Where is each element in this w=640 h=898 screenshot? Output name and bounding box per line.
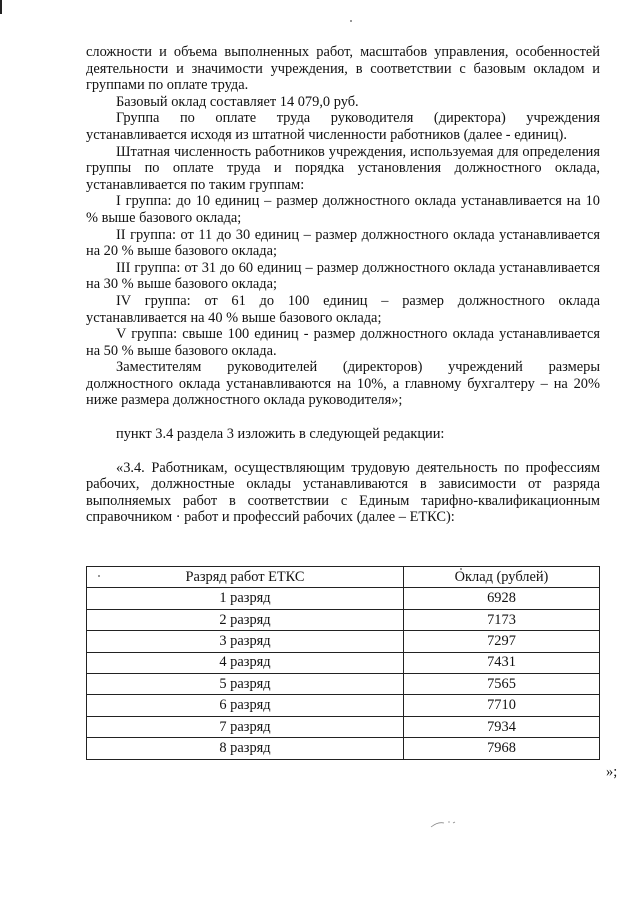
table-row bbox=[87, 631, 600, 652]
scan-edge-mark bbox=[0, 0, 2, 14]
grade-cell: 6 разряд bbox=[87, 695, 404, 716]
paragraph-clause-3-4-intro: пункт 3.4 раздела 3 изложить в следующей редакции: bbox=[116, 426, 445, 443]
salary-cell: 7565 bbox=[404, 673, 600, 694]
table-header-row bbox=[87, 567, 600, 588]
grade-cell: 2 разряд bbox=[87, 609, 404, 630]
table-header-salary: Оклад (рублей) bbox=[404, 567, 600, 588]
paragraph-deputies: Заместителям руководителей (директоров) учреждений размеры должностного оклада устанавливаются на 10%, а главному бухгалтеру – на 20% ниже размера должностного оклада руководителя»; bbox=[86, 359, 600, 409]
paragraph-group-1: I группа: до 10 единиц – размер должностного оклада устанавливается на 10 % выше базового оклада; bbox=[86, 193, 600, 226]
salary-cell: 6928 bbox=[404, 588, 600, 609]
table-row bbox=[87, 609, 600, 630]
paragraph-clause-3-4: «3.4. Работникам, осуществляющим трудовую деятельность по профессиям рабочих, должностные оклады устанавливаются в зависимости от разряда выполняемых работ в соответствии с Единым тарифно-квалификационным справочником · работ и профессий рабочих (далее – ЕТКС): bbox=[86, 459, 600, 526]
pen-stroke-mark bbox=[430, 820, 460, 828]
salary-cell: 7297 bbox=[404, 631, 600, 652]
grade-cell: 4 разряд bbox=[87, 652, 404, 673]
paragraph-base-salary: Базовый оклад составляет 14 079,0 руб. bbox=[116, 93, 359, 110]
grade-cell: 5 разряд bbox=[87, 673, 404, 694]
salary-cell: 7968 bbox=[404, 738, 600, 759]
closing-quote: »; bbox=[606, 764, 618, 780]
paragraph-group-2: II группа: от 11 до 30 единиц – размер должностного оклада устанавливается на 20 % выше базового оклада; bbox=[86, 226, 600, 260]
paragraph-1: сложности и объема выполненных работ, масштабов управления, особенностей деятельности и значимости учреждения, в соответствии с базовым окладом и группами по оплате труда. bbox=[86, 44, 600, 94]
table-row bbox=[87, 695, 600, 716]
grade-cell: 7 разряд bbox=[87, 716, 404, 737]
grade-cell: 3 разряд bbox=[87, 631, 404, 652]
table-row bbox=[87, 716, 600, 737]
salary-cell: 7934 bbox=[404, 716, 600, 737]
paragraph-4: Штатная численность работников учреждения, используемая для определения группы по оплате труда и порядка установления должностного оклада, устанавливается по таким группам: bbox=[86, 143, 600, 193]
salary-cell: 7710 bbox=[404, 695, 600, 716]
salary-table bbox=[86, 566, 600, 760]
table-row bbox=[87, 673, 600, 694]
grade-cell: 1 разряд bbox=[87, 588, 404, 609]
table-header-grade: Разряд работ ЕТКС bbox=[87, 567, 404, 588]
table-row bbox=[87, 652, 600, 673]
salary-cell: 7173 bbox=[404, 609, 600, 630]
grade-cell: 8 разряд bbox=[87, 738, 404, 759]
paragraph-group-3: III группа: от 31 до 60 единиц – размер должностного оклада устанавливается на 30 % выше базового оклада; bbox=[86, 259, 600, 293]
paragraph-group-5: V группа: свыше 100 единиц - размер должностного оклада устанавливается на 50 % выше базового оклада. bbox=[86, 326, 600, 359]
scan-speck bbox=[350, 20, 352, 22]
table-row bbox=[87, 588, 600, 609]
paragraph-group-4: IV группа: от 61 до 100 единиц – размер должностного оклада устанавливается на 40 % выше базового оклада; bbox=[86, 292, 600, 326]
salary-cell: 7431 bbox=[404, 652, 600, 673]
document-page bbox=[86, 44, 600, 760]
table-row bbox=[87, 738, 600, 759]
paragraph-3: Группа по оплате труда руководителя (директора) учреждения устанавливается исходя из штатной численности работников (далее - единиц). bbox=[86, 110, 600, 143]
